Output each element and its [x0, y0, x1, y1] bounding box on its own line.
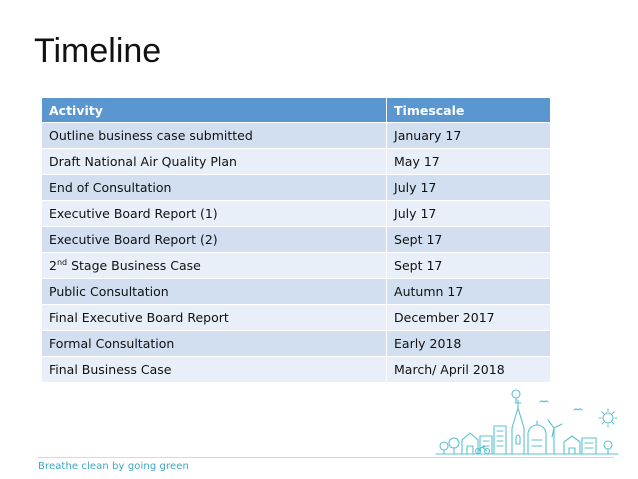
column-header-timescale: Timescale	[387, 98, 551, 123]
activity-cell	[42, 253, 387, 279]
activity-text: Stage Business Case	[67, 258, 201, 274]
timescale-cell: Early 2018	[387, 331, 551, 357]
table-header-row	[42, 98, 551, 123]
activity-cell: Public Consultation	[42, 279, 387, 305]
timescale-cell: Autumn 17	[387, 279, 551, 305]
timescale-cell: January 17	[387, 123, 551, 149]
activity-cell: Formal Consultation	[42, 331, 387, 357]
table-row	[42, 175, 551, 201]
footer-tagline: Breathe clean by going green	[38, 461, 189, 472]
activity-cell: Final Business Case	[42, 357, 387, 383]
ordinal-suffix: nd	[56, 257, 68, 267]
activity-cell: Executive Board Report (2)	[42, 227, 387, 253]
slide-title: Timeline	[34, 32, 162, 70]
timescale-cell: March/ April 2018	[387, 357, 551, 383]
timescale-cell: May 17	[387, 149, 551, 175]
table-row	[42, 201, 551, 227]
timescale-cell: December 2017	[387, 305, 551, 331]
table-row	[42, 357, 551, 383]
column-header-activity: Activity	[42, 98, 387, 123]
activity-cell: Final Executive Board Report	[42, 305, 387, 331]
city-skyline-illustration-icon	[432, 388, 622, 458]
table-row	[42, 305, 551, 331]
table-row	[42, 149, 551, 175]
timescale-cell: Sept 17	[387, 227, 551, 253]
timeline-table	[41, 97, 551, 383]
timescale-cell: July 17	[387, 175, 551, 201]
table-row	[42, 253, 551, 279]
activity-cell: Draft National Air Quality Plan	[42, 149, 387, 175]
activity-cell: Executive Board Report (1)	[42, 201, 387, 227]
table-row	[42, 227, 551, 253]
timescale-cell: July 17	[387, 201, 551, 227]
table-row	[42, 279, 551, 305]
timescale-cell: Sept 17	[387, 253, 551, 279]
table-row	[42, 123, 551, 149]
table-row	[42, 331, 551, 357]
activity-cell: End of Consultation	[42, 175, 387, 201]
activity-cell: Outline business case submitted	[42, 123, 387, 149]
activity-number: 2	[49, 258, 57, 274]
